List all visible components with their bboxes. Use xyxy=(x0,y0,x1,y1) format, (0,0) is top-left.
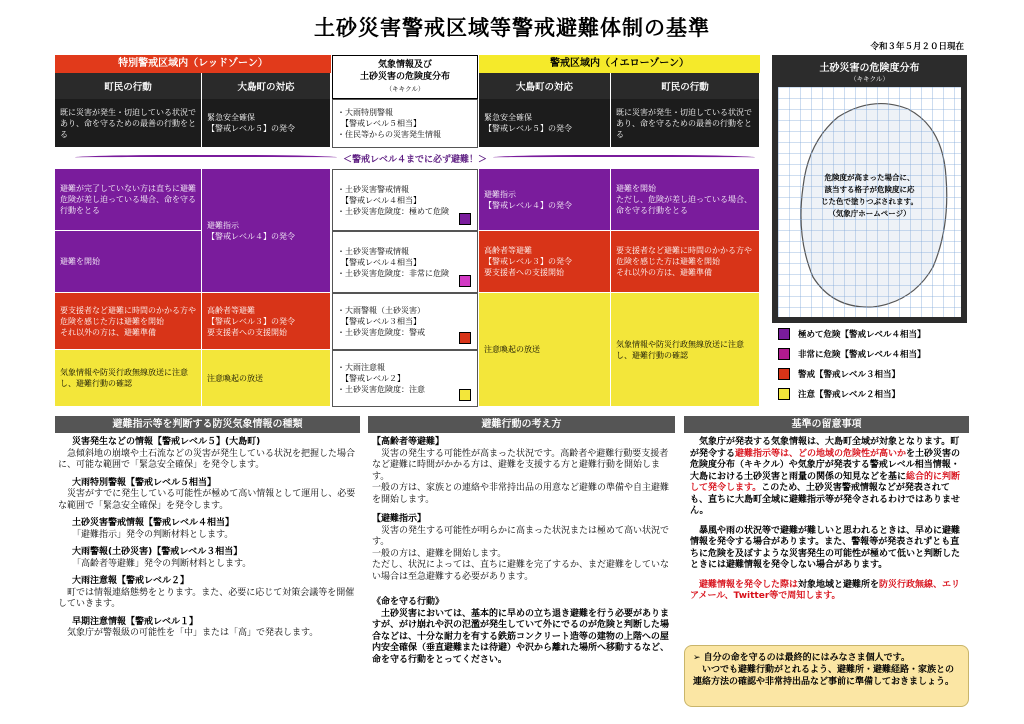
notes-paragraph-1 xyxy=(690,437,966,518)
info-item-title: 早期注意情報【警戒レベル１】 xyxy=(72,616,199,627)
action-item xyxy=(372,514,672,583)
legend-swatch xyxy=(778,388,790,400)
action-item-body: 土砂災害においては、基本的に早めの立ち退き避難を行う必要がありますが、がけ崩れや沢の氾濫が発生していて外にでるのが危険と判断した場合などは、十分な耐力を有する鉄筋コンクリート造等の建物の上階への屋内安全確保（垂直避難または待避）や沢から離れた場所へ移動するなど、命を守る行動をとってください。 xyxy=(372,608,670,665)
col-town-right: 大島町の対応 xyxy=(479,73,611,99)
legend-item xyxy=(778,368,968,380)
notes-paragraph-3 xyxy=(690,580,966,603)
row2-resident-right: 避難を開始 ただし、危険が差し迫っている場合、命を守る行動をとる xyxy=(611,169,760,231)
p1-text-e: このため、土砂災害警戒情報などが発表されても、直ちに大島町全域に避難指示等が発令されるわけではありません。 xyxy=(690,483,961,516)
info-item xyxy=(58,547,358,570)
risk-legend xyxy=(778,328,968,400)
row3-town-left: 高齢者等避難 【警戒レベル３】の発令 要支援者への支援開始 xyxy=(202,293,331,350)
left-section-header: 避難指示等を判断する防災気象情報の種類 xyxy=(55,416,360,433)
info-item xyxy=(58,518,358,541)
info-header-sub: （キキクル） xyxy=(385,85,425,93)
info-item-body: 急傾斜地の崩壊や土石流などの災害が発生している状況を把握した場合に、可能な範囲で「緊急安全確保」を発令します。 xyxy=(58,448,356,470)
info-item-title: 大雨警報(土砂災害)【警戒レベル３相当】 xyxy=(72,547,243,557)
banner-text: ＜警戒レベル４までに必ず避難！＞ xyxy=(343,154,488,165)
high-risk-swatch xyxy=(459,275,471,287)
info-header-title: 気象情報及び 土砂災害の危険度分布 xyxy=(359,60,450,82)
map-note: 危険度が高まった場合に、 該当する格子が危険度に応 じた色で塗りつぶされます。 （気象庁ホームページ） xyxy=(821,173,918,218)
p1-text-red-a: 避難指示等は、どの地域の危険性が高いか xyxy=(735,448,907,459)
row1-town-right: 緊急安全確保 【警戒レベル５】の発令 xyxy=(479,99,611,148)
page-title: 土砂災害警戒区域等警戒避難体制の基準 xyxy=(314,16,710,40)
action-item xyxy=(372,437,672,506)
banner-wave-left xyxy=(75,155,337,161)
row4-town-left: 注意喚起の放送 xyxy=(202,350,331,407)
row2-info-a-text: ・土砂災害警戒情報 【警戒レベル４相当】 ・土砂災害危険度：極めて危険 xyxy=(337,184,449,216)
map-title: 土砂災害の危険度分布 xyxy=(819,63,920,74)
action-item-title: 【高齢者等避難】 xyxy=(372,437,445,447)
info-column-header xyxy=(332,55,478,99)
row2-info-b xyxy=(332,231,478,293)
col-town-left: 大島町の対応 xyxy=(202,73,331,99)
legend-label: 非常に危険【警戒レベル４相当】 xyxy=(798,350,926,360)
legend-swatch xyxy=(778,328,790,340)
p1-text-a: 気象庁が発表する気象情報は、大島町全域が対象となります。町が発令する xyxy=(690,437,960,459)
info-item-body: 気象庁が警報級の可能性を「中」または「高」で発表します。 xyxy=(67,628,319,638)
row1-info: ・大雨特別警報 【警戒レベル５相当】 ・住民等からの災害発生情報 xyxy=(332,99,478,148)
p1-text-c: を土砂災害の危険度分布（キキクル）や気象庁が発表する警戒レベル相当情報・大島における土砂災害と雨量の関係の知見などを基に xyxy=(690,448,961,482)
row2-town-left: 避難指示 【警戒レベル４】の発令 xyxy=(202,169,331,293)
middle-section-header: 避難行動の考え方 xyxy=(368,416,675,433)
action-item xyxy=(372,597,672,666)
row4-info-text: ・大雨注意報 【警戒レベル２】 ・土砂災害危険度：注意 xyxy=(337,363,425,394)
info-item-body: 「高齢者等避難」発令の判断材料とします。 xyxy=(72,558,252,569)
map-grid-area xyxy=(778,87,961,317)
p1-text-red-b: 総合的に判断して発令します。 xyxy=(690,471,961,493)
legend-label: 警戒【警戒レベル３相当】 xyxy=(798,370,901,380)
row2-info-b-text: ・土砂災害警戒情報 【警戒レベル４相当】 ・土砂災害危険度：非常に危険 xyxy=(337,246,449,278)
row3-info xyxy=(332,293,478,350)
row4-info xyxy=(332,350,478,407)
action-item-body: 災害の発生する可能性が明らかに高まった状況または極めて高い状況です。 一般の方は、避難を開始します。 ただし、状況によっては、直ちに避難を完了するか、まだ避難をしていない場合は至急避難する必要があります。 xyxy=(372,525,670,582)
row1-town-left: 緊急安全確保 【警戒レベル５】の発令 xyxy=(202,99,331,148)
info-item-title: 災害発生などの情報【警戒レベル５】(大島町) xyxy=(72,437,261,447)
col-resident-right: 町民の行動 xyxy=(611,73,760,99)
row2-resident-left-b: 避難を開始 xyxy=(55,231,202,293)
p3-text-red-c: 防災行政無線、エリアメール、Twitter等で周知します。 xyxy=(690,579,961,601)
right-section-header: 基準の留意事項 xyxy=(684,416,969,433)
info-item-body: 「避難指示」発令の判断材料とします。 xyxy=(72,529,234,540)
p3-text-b: 対象地域と避難所を xyxy=(798,579,880,590)
legend-item xyxy=(778,388,968,400)
col-resident-left: 町民の行動 xyxy=(55,73,202,99)
row4-resident-right: 気象情報や防災行政無線放送に注意し、避難行動の確認 xyxy=(611,293,760,407)
warning-swatch xyxy=(459,332,471,344)
level4-banner xyxy=(75,150,755,166)
as-of-date: 令和３年５月２０日現在 xyxy=(870,42,964,52)
info-item xyxy=(58,617,358,640)
red-zone-header: 特別警戒区域内（レッドゾーン） xyxy=(55,55,331,73)
legend-label: 注意【警戒レベル２相当】 xyxy=(798,390,901,400)
row3-info-text: ・大雨警報（土砂災害） 【警戒レベル３相当】 ・土砂災害危険度：警戒 xyxy=(337,306,425,337)
action-item-title: 【避難指示】 xyxy=(372,514,427,524)
info-item-body: 町では情報連絡態勢をとります。また、必要に応じて対策会議等を開催していきます。 xyxy=(58,587,355,609)
right-section-body xyxy=(690,437,966,603)
legend-item xyxy=(778,348,968,360)
row4-resident-left: 気象情報や防災行政無線放送に注意し、避難行動の確認 xyxy=(55,350,202,407)
very-high-risk-swatch xyxy=(459,213,471,225)
row4-town-right: 注意喚起の放送 xyxy=(479,293,611,407)
map-subtitle: （キキクル） xyxy=(850,75,889,83)
row3-resident-left: 要支援者など避難に時間のかかる方や危険を感じた方は避難を開始 それ以外の方は、避難準備 xyxy=(55,293,202,350)
info-item-title: 土砂災害警戒情報【警戒レベル４相当】 xyxy=(72,518,235,528)
legend-swatch xyxy=(778,368,790,380)
row2-info-a xyxy=(332,169,478,231)
row3-resident-right: 要支援者など避難に時間のかかる方や危険を感じた方は避難を開始 それ以外の方は、避難準備 xyxy=(611,231,760,293)
middle-section-body xyxy=(372,437,672,666)
row2-town-right: 避難指示 【警戒レベル４】の発令 xyxy=(479,169,611,231)
notes-paragraph-2: 暴風や雨の状況等で避難が難しいと思われるときは、早めに避難情報を発令する場合があります。また、警報等が発表されずとも直ちに危険を及ぼすような災害発生の可能性が極めて低いと判断したときには避難情報を発令しない場合があります。 xyxy=(690,525,961,570)
info-item-title: 大雨注意報【警戒レベル２】 xyxy=(72,576,190,586)
row1-resident-left: 既に災害が発生・切迫している状況であり、命を守るための最善の行動をとる xyxy=(55,99,202,148)
risk-map-panel xyxy=(772,55,967,323)
p3-text-red-a: 避難情報を発令した際は xyxy=(699,579,799,590)
info-item xyxy=(58,576,358,611)
yellow-zone-header: 警戒区域内（イエローゾーン） xyxy=(479,55,760,73)
info-item xyxy=(58,437,358,472)
info-item-title: 大雨特別警報【警戒レベル５相当】 xyxy=(72,477,217,488)
legend-item xyxy=(778,328,968,340)
row2-resident-left-a: 避難が完了していない方は直ちに避難 危険が差し迫っている場合、命を守る行動をとる xyxy=(55,169,202,231)
legend-swatch xyxy=(778,348,790,360)
action-item-body: 災害の発生する可能性が高まった状況です。高齢者や避難行動要支援者など避難に時間がかかる方は、避難を支援する方と避難行動を開始します。 一般の方は、家族との連絡や非常持出品の用意など避難の準備や自主避難を開始します。 xyxy=(372,448,670,505)
action-item-title: 《命を守る行動》 xyxy=(372,597,445,607)
left-section-body xyxy=(58,437,358,640)
info-item-body: 災害がすでに発生している可能性が極めて高い情報として運用し、必要な範囲で「緊急安全確保」を発令します。 xyxy=(58,489,356,511)
personal-safety-note: ➢ 自分の命を守るのは最終的にはみなさま個人です。 いつでも避難行動がとれるよう、避難所・避難経路・家族との連絡方法の確認や非常持出品など事前に準備しておきましょう。 xyxy=(684,645,969,707)
info-item xyxy=(58,478,358,513)
caution-swatch xyxy=(459,389,471,401)
banner-wave-right xyxy=(493,155,755,161)
row1-resident-right: 既に災害が発生・切迫している状況であり、命を守るための最善の行動をとる xyxy=(611,99,760,148)
row3-town-right: 高齢者等避難 【警戒レベル３】の発令 要支援者への支援開始 xyxy=(479,231,611,293)
legend-label: 極めて危険【警戒レベル４相当】 xyxy=(798,330,926,340)
